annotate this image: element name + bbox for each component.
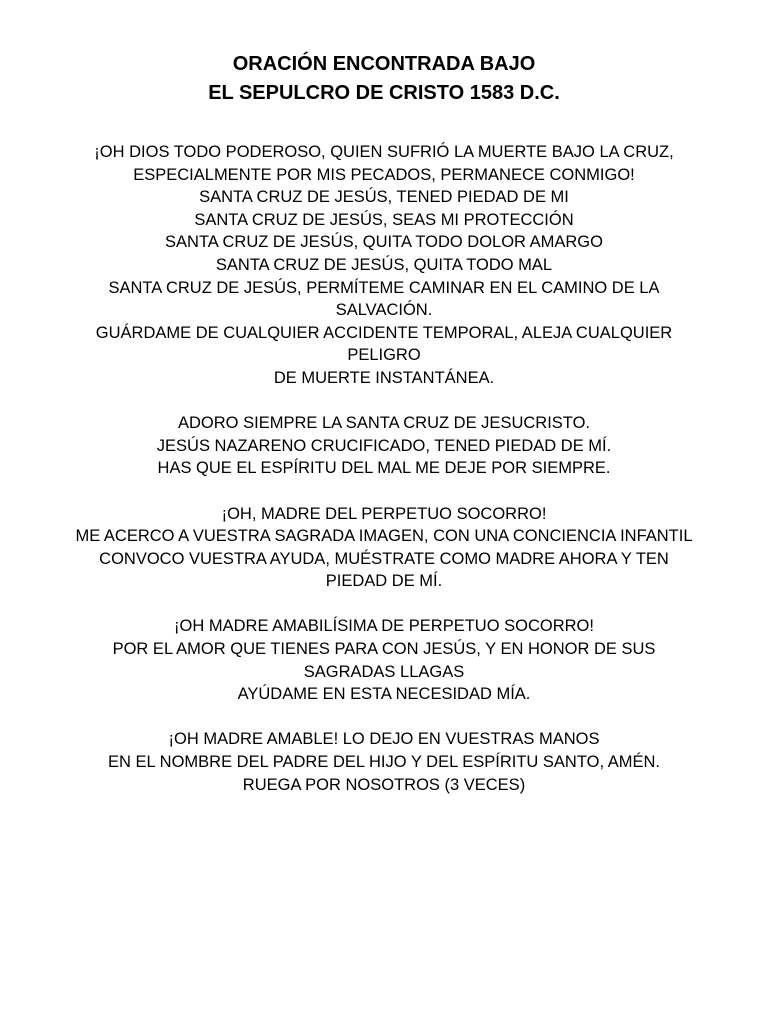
prayer-line: SANTA CRUZ DE JESÚS, QUITA TODO DOLOR AMARGO [165,233,603,252]
prayer-body [20,141,748,819]
prayer-line: EN EL NOMBRE DEL PADRE DEL HIJO Y DEL ESPÍRITU SANTO, AMÉN. [108,753,660,772]
title-line: EL SEPULCRO DE CRISTO 1583 D.C. [208,82,560,104]
prayer-line: ¡OH MADRE AMABLE! LO DEJO EN VUESTRAS MANOS [168,730,600,749]
prayer-line: PELIGRO [347,346,421,365]
prayer-line: DE MUERTE INSTANTÁNEA. [273,368,495,387]
stanza-1 [20,141,748,390]
prayer-line: PIEDAD DE MÍ. [325,572,443,591]
stanza-4 [20,615,748,705]
prayer-line: SANTA CRUZ DE JESÚS, QUITA TODO MAL [215,255,553,274]
prayer-line: SANTA CRUZ DE JESÚS, TENED PIEDAD DE MI [199,188,569,207]
prayer-line: GUÁRDAME DE CUALQUIER ACCIDENTE TEMPORAL, ALEJA CUALQUIER [95,323,673,342]
prayer-line: SAGRADAS LLAGAS [303,662,465,681]
title-line: ORACIÓN ENCONTRADA BAJO [232,53,536,75]
stanza-2 [20,412,748,480]
stanza-5 [20,728,748,796]
prayer-line: JESÚS NAZARENO CRUCIFICADO, TENED PIEDAD DE MÍ. [156,436,612,455]
prayer-line: POR EL AMOR QUE TIENES PARA CON JESÚS, Y EN HONOR DE SUS [112,640,656,659]
prayer-line: AYÚDAME EN ESTA NECESIDAD MÍA. [237,685,531,704]
stanza-3 [20,503,748,593]
prayer-line: ESPECIALMENTE POR MIS PECADOS, PERMANECE CONMIGO! [133,165,635,184]
prayer-line: RUEGA POR NOSOTROS (3 VECES) [242,775,526,794]
prayer-line: ¡OH, MADRE DEL PERPETUO SOCORRO! [221,504,547,523]
prayer-line: SANTA CRUZ DE JESÚS, PERMÍTEME CAMINAR EN EL CAMINO DE LA [108,278,660,297]
prayer-line: SANTA CRUZ DE JESÚS, SEAS MI PROTECCIÓN [194,210,574,229]
prayer-line: HAS QUE EL ESPÍRITU DEL MAL ME DEJE POR SIEMPRE. [157,459,611,478]
prayer-line: ¡OH MADRE AMABILÍSIMA DE PERPETUO SOCORRO! [174,617,594,636]
prayer-line: CONVOCO VUESTRA AYUDA, MUÉSTRATE COMO MADRE AHORA Y TEN [99,549,669,568]
prayer-line: ME ACERCO A VUESTRA SAGRADA IMAGEN, CON UNA CONCIENCIA INFANTIL [75,527,693,546]
prayer-line: SALVACIÓN. [335,301,433,320]
prayer-line: ADORO SIEMPRE LA SANTA CRUZ DE JESUCRISTO. [178,414,590,433]
document-title [0,50,768,108]
prayer-line: ¡OH DIOS TODO PODEROSO, QUIEN SUFRIÓ LA MUERTE BAJO LA CRUZ, [94,143,674,161]
